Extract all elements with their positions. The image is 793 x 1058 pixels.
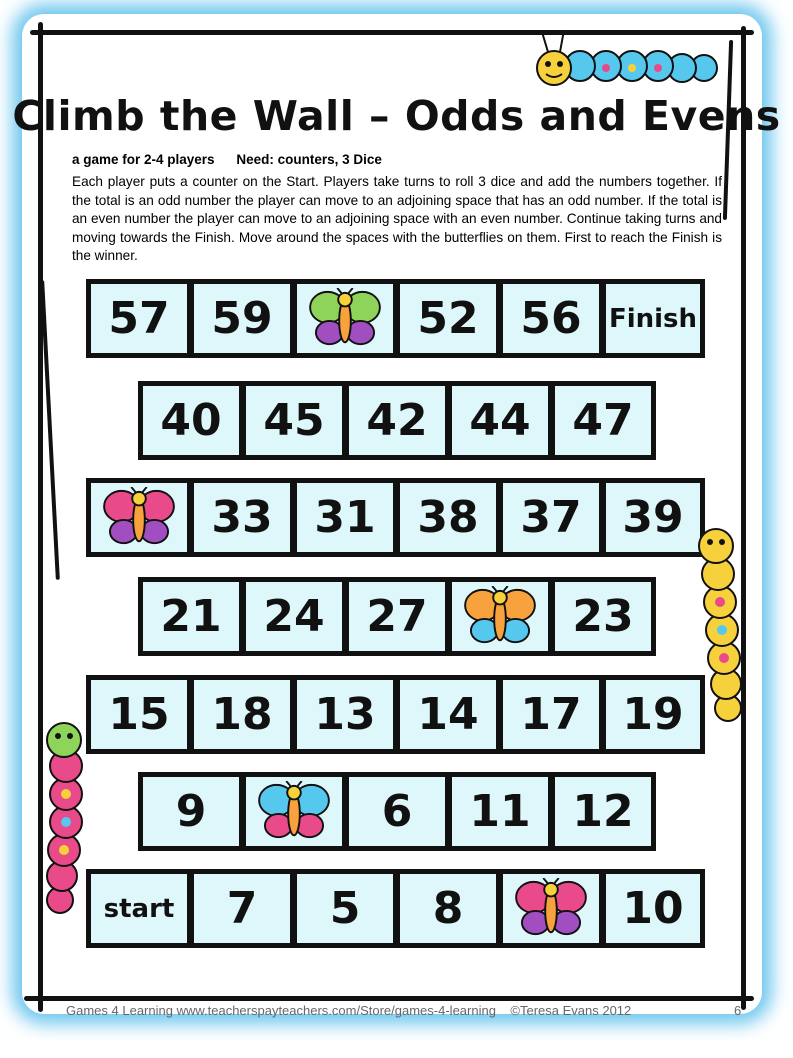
board-space: 27 <box>344 577 450 656</box>
board-space: 17 <box>498 675 604 754</box>
butterfly-icon <box>306 288 384 350</box>
board-space: 52 <box>395 279 501 358</box>
butterfly-icon <box>100 487 178 549</box>
board-space: 40 <box>138 381 244 460</box>
credit-text: Games 4 Learning www.teacherspayteachers.com/Store/games-4-learning <box>66 1003 496 1018</box>
game-title: Climb the Wall – Odds and Evens <box>12 92 781 140</box>
board-space: 11 <box>447 772 553 851</box>
board-space-butterfly <box>292 279 398 358</box>
board-space: 18 <box>189 675 295 754</box>
board-space: 14 <box>395 675 501 754</box>
board-space: 47 <box>550 381 656 460</box>
board-space: 19 <box>601 675 705 754</box>
board-space: 23 <box>550 577 656 656</box>
board-space: 33 <box>189 478 295 557</box>
board-space: 15 <box>86 675 192 754</box>
board-space: 7 <box>189 869 295 948</box>
butterfly-icon <box>461 586 539 648</box>
board-space: 37 <box>498 478 604 557</box>
board-space: 13 <box>292 675 398 754</box>
board-space: 45 <box>241 381 347 460</box>
board-space: 9 <box>138 772 244 851</box>
board-space: start <box>86 869 192 948</box>
board-space: 21 <box>138 577 244 656</box>
game-subtitle <box>72 152 400 167</box>
instructions: Each player puts a counter on the Start. Players take turns to roll 3 dice and add the numbers together. If the total is an odd number the player can move to an adjoining space that has an odd number. If the total is an even number the player can move to an adjoining space with an even number. Continue taking turns and moving towards the Finish. Move around the spaces with the butterflies on them. First to reach the Finish is the winner. <box>72 174 722 263</box>
caterpillar-icon <box>30 718 100 918</box>
board-space-butterfly <box>447 577 553 656</box>
board-space: 12 <box>550 772 656 851</box>
board-space: 39 <box>601 478 705 557</box>
footer-credit <box>66 1003 631 1018</box>
board-space-butterfly <box>241 772 347 851</box>
caterpillar-icon <box>688 518 768 728</box>
board-space: 56 <box>498 279 604 358</box>
board-space: 59 <box>189 279 295 358</box>
board-space: 38 <box>395 478 501 557</box>
butterfly-icon <box>512 878 590 940</box>
page-number: 6 <box>734 1003 742 1018</box>
materials-text: Need: counters, 3 Dice <box>236 152 382 167</box>
players-text: a game for 2-4 players <box>72 152 215 167</box>
board-space: 57 <box>86 279 192 358</box>
board-space: Finish <box>601 279 705 358</box>
butterfly-icon <box>255 781 333 843</box>
board-space: 5 <box>292 869 398 948</box>
board-space-butterfly <box>86 478 192 557</box>
board-space-butterfly <box>498 869 604 948</box>
border-bottom <box>24 996 754 1001</box>
board-space: 6 <box>344 772 450 851</box>
board-space: 10 <box>601 869 705 948</box>
board-space: 24 <box>241 577 347 656</box>
board-space: 42 <box>344 381 450 460</box>
board-space: 31 <box>292 478 398 557</box>
board-space: 44 <box>447 381 553 460</box>
board-space: 8 <box>395 869 501 948</box>
caterpillar-icon <box>518 20 718 90</box>
copyright-text: ©Teresa Evans 2012 <box>510 1003 632 1018</box>
